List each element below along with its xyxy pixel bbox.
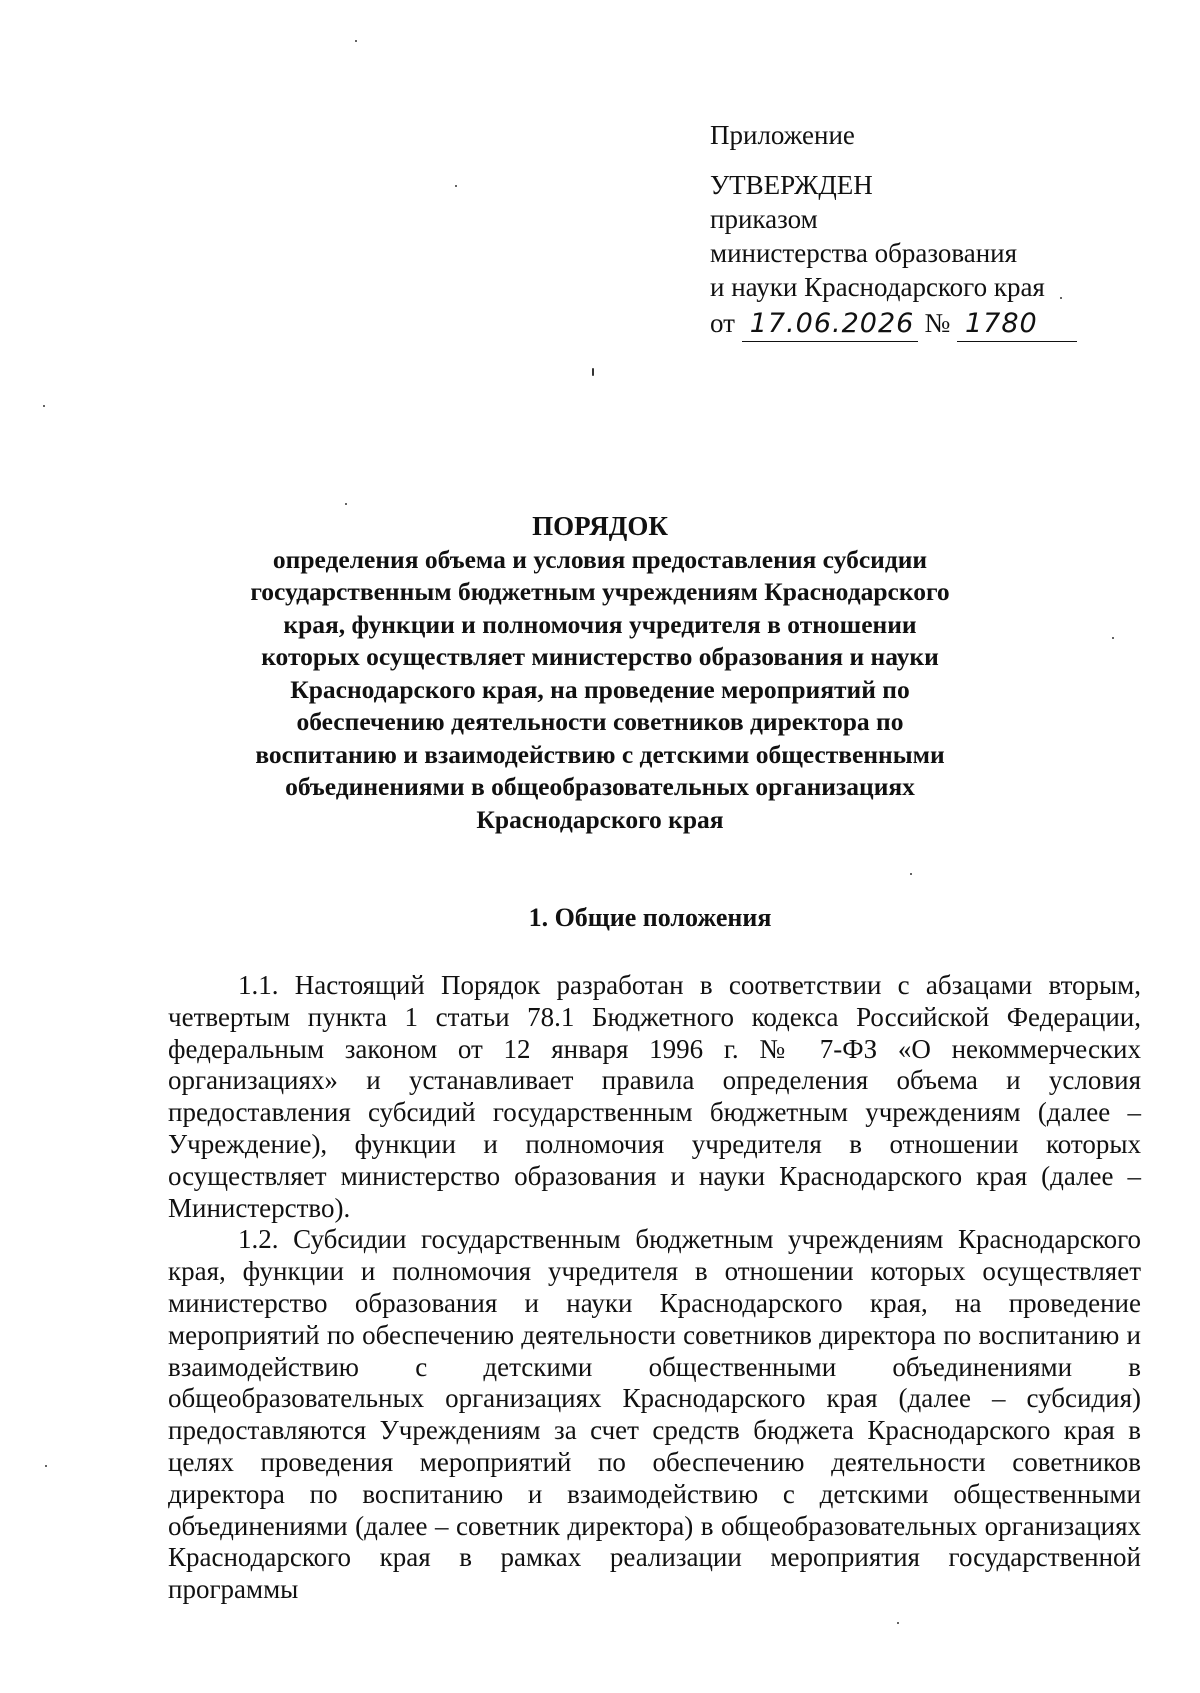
scan-speck (455, 185, 457, 187)
title-main: ПОРЯДОК (532, 511, 668, 541)
document-title (150, 510, 1050, 836)
number-prefix: № (924, 308, 951, 338)
scan-speck (910, 873, 912, 875)
title-line: воспитанию и взаимодействию с детскими общественными (255, 739, 945, 769)
ministry-line-2: и науки Краснодарского края (710, 272, 1045, 302)
handwritten-number: 1780 (957, 307, 1077, 342)
date-prefix: от (710, 308, 735, 338)
ministry-line-1: министерства образования (710, 238, 1018, 268)
scan-speck (897, 1622, 899, 1624)
handwritten-date: 17.06.2026 (742, 307, 918, 342)
scan-speck (1112, 637, 1114, 639)
title-line: Краснодарского края (476, 804, 724, 834)
appendix-label: Приложение (710, 120, 855, 150)
scan-speck (1060, 297, 1062, 299)
title-line: государственным бюджетным учреждениям Краснодарского (250, 577, 950, 606)
title-line: объединениями в общеобразовательных организациях (285, 772, 915, 801)
by-order-label: приказом (710, 204, 818, 234)
section-heading: 1. Общие положения (528, 903, 772, 932)
scan-speck (355, 40, 357, 42)
title-line: определения объема и условия предоставления субсидии (272, 544, 928, 574)
title-line: Краснодарского края, на проведение мероприятий по (290, 674, 910, 704)
title-line: края, функции и полномочия учредителя в отношении (283, 609, 917, 639)
scan-speck (45, 1465, 47, 1467)
scan-speck (345, 503, 347, 505)
scan-speck (43, 405, 45, 407)
approved-label: УТВЕРЖДЕН (710, 170, 873, 200)
title-line: которых осуществляет министерство образования и науки (261, 642, 939, 671)
section-body (168, 970, 1141, 1606)
paragraph: 1.1. Настоящий Порядок разработан в соответствии с абзацами вторым, четвертым пункта 1 статьи 78.1 Бюджетного кодекса Российской Федерации, федеральным законом от 12 января 1996 г. № 7-ФЗ «О некоммерческих организациях» и устанавливает правила определения объема и условия предоставления субсидий государственным бюджетным учреждениям (далее – Учреждение), функции и полномочия учредителя в отношении которых осуществляет министерство образования и науки Краснодарского края (далее – Министерство). (168, 970, 1141, 1223)
approval-block (710, 118, 1077, 342)
paragraph: 1.2. Субсидии государственным бюджетным учреждениям Краснодарского края, функции и полномочия учредителя в отношении которых осуществляет министерство образования и науки Краснодарского края, на проведение мероприятий по обеспечению деятельности советников директора по воспитанию и взаимодействию с детскими общественными объединениями в общеобразовательных организациях Краснодарского края (далее – субсидия) предоставляются Учреждениям за счет средств бюджета Краснодарского края в целях проведения мероприятий по обеспечению деятельности советников директора по воспитанию и взаимодействию с детскими общественными объединениями (далее – советник директора) в общеобразовательных организациях Краснодарского края в рамках реализации мероприятия государственной программы (168, 1224, 1141, 1605)
title-line: обеспечению деятельности советников директора по (296, 707, 904, 736)
scan-speck (592, 368, 594, 376)
order-date-number-line (710, 306, 1077, 342)
